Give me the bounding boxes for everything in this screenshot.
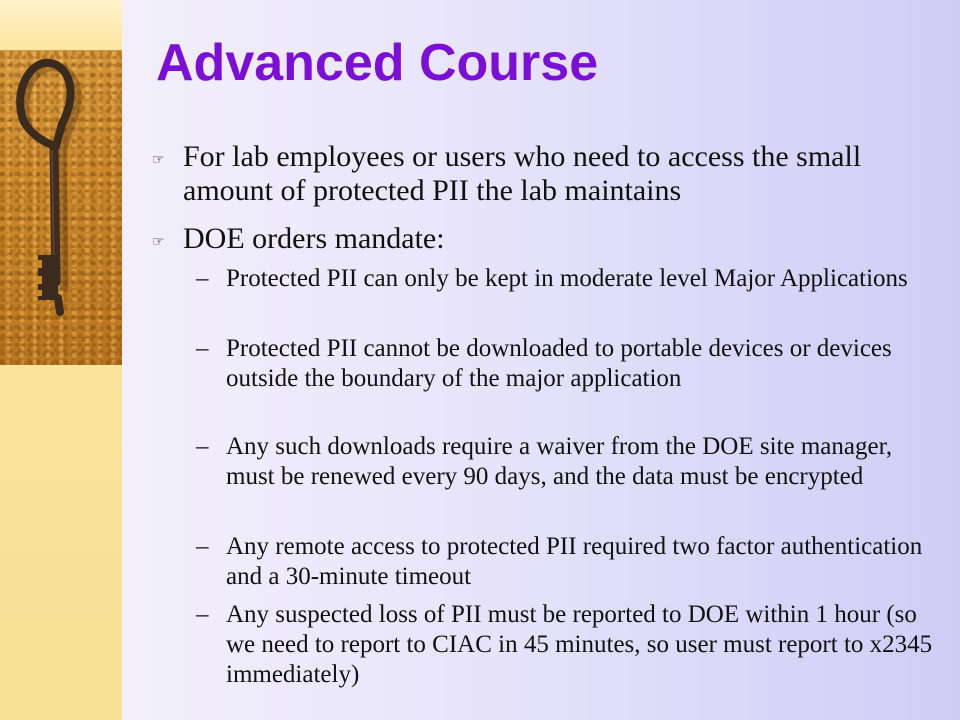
subbullet-text: Protected PII can only be kept in moderate level Major Applications — [226, 265, 908, 292]
subbullet-text: Any such downloads require a waiver from the DOE site manager, must be renewed every 90 days, and the data must be encrypted — [226, 433, 893, 490]
bullet-text: DOE orders mandate: — [183, 222, 445, 255]
dash-marker: – — [196, 601, 209, 628]
pointing-hand-icon: ☞ — [152, 234, 165, 250]
subbullet-text: Any suspected loss of PII must be reported to DOE within 1 hour (so we need to report to CIAC in 45 minutes, so user must report to x2345 immediately) — [226, 601, 933, 688]
bullet-text: For lab employees or users who need to access the small amount of protected PII the lab maintains — [183, 140, 862, 207]
pointing-hand-icon: ☞ — [152, 152, 165, 168]
dash-marker: – — [196, 265, 209, 292]
dash-marker: – — [196, 335, 209, 362]
stripe-highlight — [0, 0, 122, 40]
subbullet-text: Any remote access to protected PII required two factor authentication and a 30-minute timeout — [226, 533, 923, 590]
antique-key-icon — [0, 50, 122, 365]
key-photo — [0, 50, 122, 365]
subbullet-text: Protected PII cannot be downloaded to portable devices or devices outside the boundary of the major application — [226, 335, 892, 392]
dash-marker: – — [196, 433, 209, 460]
slide-title: Advanced Course — [156, 34, 599, 92]
dash-marker: – — [196, 533, 209, 560]
